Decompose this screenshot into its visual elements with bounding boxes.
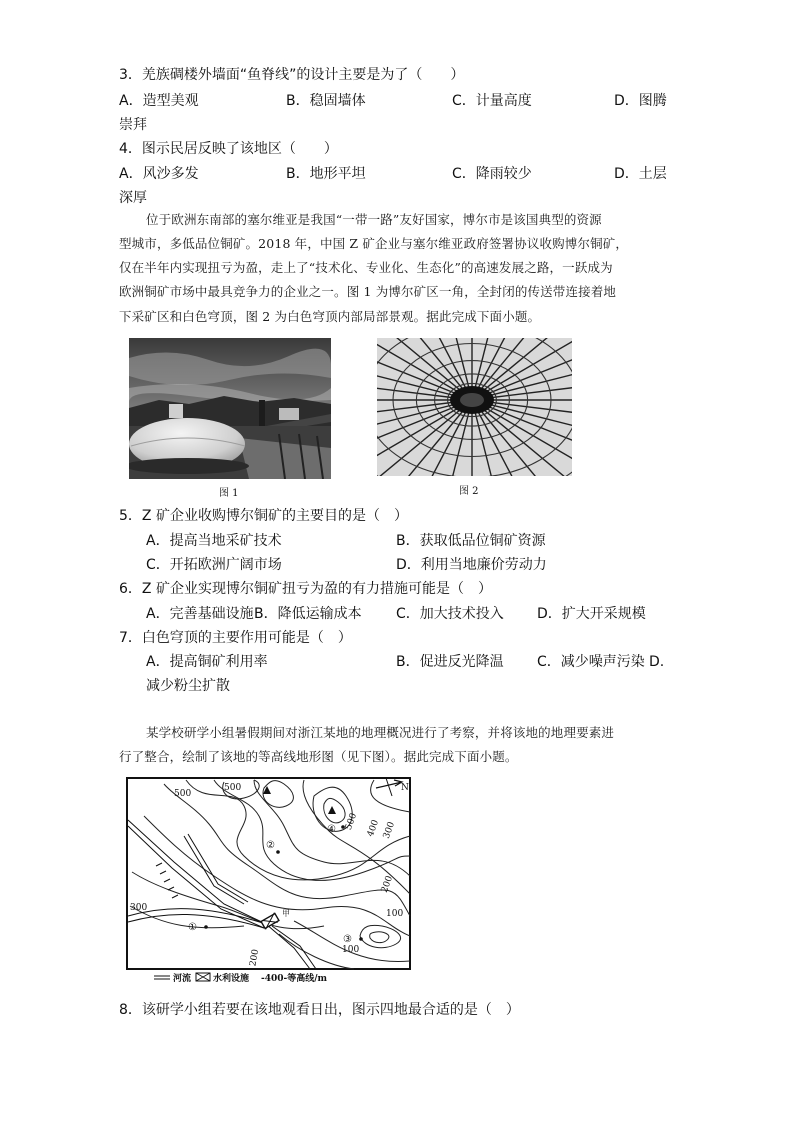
figure2-dome-interior-photo: [377, 338, 572, 476]
q6-option-d[interactable]: D．扩大开采规模: [537, 606, 646, 622]
map-legend-water: 水利设施: [213, 974, 250, 984]
q7-stem: 7．白色穹顶的主要作用可能是（ ）: [119, 630, 352, 646]
map-label-north: N: [401, 783, 409, 793]
q4-option-b[interactable]: B．地形平坦: [286, 166, 366, 182]
q6-option-b[interactable]: B．降低运输成本: [254, 606, 362, 622]
figure1-caption: 图 1: [219, 488, 239, 499]
figure2-caption: 图 2: [459, 486, 479, 497]
map-label-300-a: 300: [381, 820, 398, 841]
q3-stem: 3．羌族碉楼外墙面“鱼脊线”的设计主要是为了（ ）: [119, 67, 465, 83]
q4-option-a[interactable]: A．风沙多发: [119, 166, 199, 182]
map-point-2: ②: [266, 840, 275, 851]
map-point-3: ③: [343, 934, 352, 945]
map-legend-river: 河流: [173, 974, 192, 984]
q4-option-d-continued: 深厚: [119, 190, 147, 206]
map-label-400: 400: [365, 818, 382, 839]
contour-map: [124, 776, 414, 986]
q7-option-d-continued: 减少粉尘扩散: [146, 678, 230, 694]
map-label-300-b: 300: [130, 903, 148, 913]
q6-stem: 6．Z 矿企业实现博尔铜矿扭亏为盈的有力措施可能是（ ）: [119, 581, 492, 597]
q8-stem: 8．该研学小组若要在该地观看日出，图示四地最合适的是（ ）: [119, 1002, 520, 1018]
q6-option-c[interactable]: C．加大技术投入: [396, 606, 504, 622]
passage1-line4: 欧洲铜矿市场中最具竞争力的企业之一。图 1 为博尔矿区一角，全封闭的传送带连接着地: [119, 284, 617, 299]
passage1-line1: 位于欧洲东南部的塞尔维亚是我国“一带一路”友好国家，博尔市是该国典型的资源: [146, 212, 602, 227]
q3-option-b[interactable]: B．稳固墙体: [286, 93, 366, 109]
q7-option-b[interactable]: B．促进反光降温: [396, 654, 504, 670]
q3-option-d[interactable]: D．图腾: [614, 93, 667, 109]
q5-option-c[interactable]: C．开拓欧洲广阔市场: [146, 557, 282, 573]
q3-option-a[interactable]: A．造型美观: [119, 93, 199, 109]
q4-option-c[interactable]: C．降雨较少: [452, 166, 532, 182]
map-legend-contour: -400-等高线/m: [261, 974, 328, 984]
q6-option-a[interactable]: A．完善基础设施: [146, 606, 254, 622]
q7-option-c[interactable]: C．减少噪声污染: [537, 654, 645, 670]
map-label-500-a: 500: [174, 789, 192, 799]
passage1-line5: 下采矿区和白色穹顶，图 2 为白色穹顶内部局部景观。据此完成下面小题。: [119, 309, 541, 324]
q5-option-d[interactable]: D．利用当地廉价劳动力: [396, 557, 547, 573]
map-label-500-c: 500: [343, 811, 360, 832]
map-label-200-a: 200: [379, 874, 396, 895]
figure1-mine-dome-photo: [129, 338, 331, 479]
q7-option-a[interactable]: A．提高铜矿利用率: [146, 654, 268, 670]
map-label-500-b: 500: [224, 783, 242, 793]
map-point-jia: 甲: [282, 909, 290, 918]
map-label-200-b: 200: [248, 948, 262, 968]
map-point-1: ①: [188, 922, 197, 933]
map-label-100-b: 100: [342, 945, 360, 955]
q5-option-a[interactable]: A．提高当地采矿技术: [146, 533, 282, 549]
map-point-4: ④: [327, 824, 336, 835]
q4-option-d[interactable]: D．土层: [614, 166, 667, 182]
map-label-100-a: 100: [386, 909, 404, 919]
q5-option-b[interactable]: B．获取低品位铜矿资源: [396, 533, 546, 549]
passage1-line2: 型城市，多低品位铜矿。2018 年，中国 Z 矿企业与塞尔维亚政府签署协议收购博尔铜矿，: [119, 236, 629, 251]
passage2-line2: 行了整合，绘制了该地的等高线地形图（见下图）。据此完成下面小题。: [119, 749, 518, 764]
q5-stem: 5．Z 矿企业收购博尔铜矿的主要目的是（ ）: [119, 508, 408, 524]
q4-stem: 4．图示民居反映了该地区（ ）: [119, 141, 338, 157]
passage2-line1: 某学校研学小组暑假期间对浙江某地的地理概况进行了考察，并将该地的地理要素进: [146, 725, 615, 740]
q7-option-d[interactable]: D.: [649, 654, 665, 670]
q3-option-d-continued: 崇拜: [119, 117, 147, 133]
passage1-line3: 仅在半年内实现扭亏为盈，走上了“技术化、专业化、生态化”的高速发展之路，一跃成为: [119, 260, 613, 275]
q3-option-c[interactable]: C．计量高度: [452, 93, 532, 109]
